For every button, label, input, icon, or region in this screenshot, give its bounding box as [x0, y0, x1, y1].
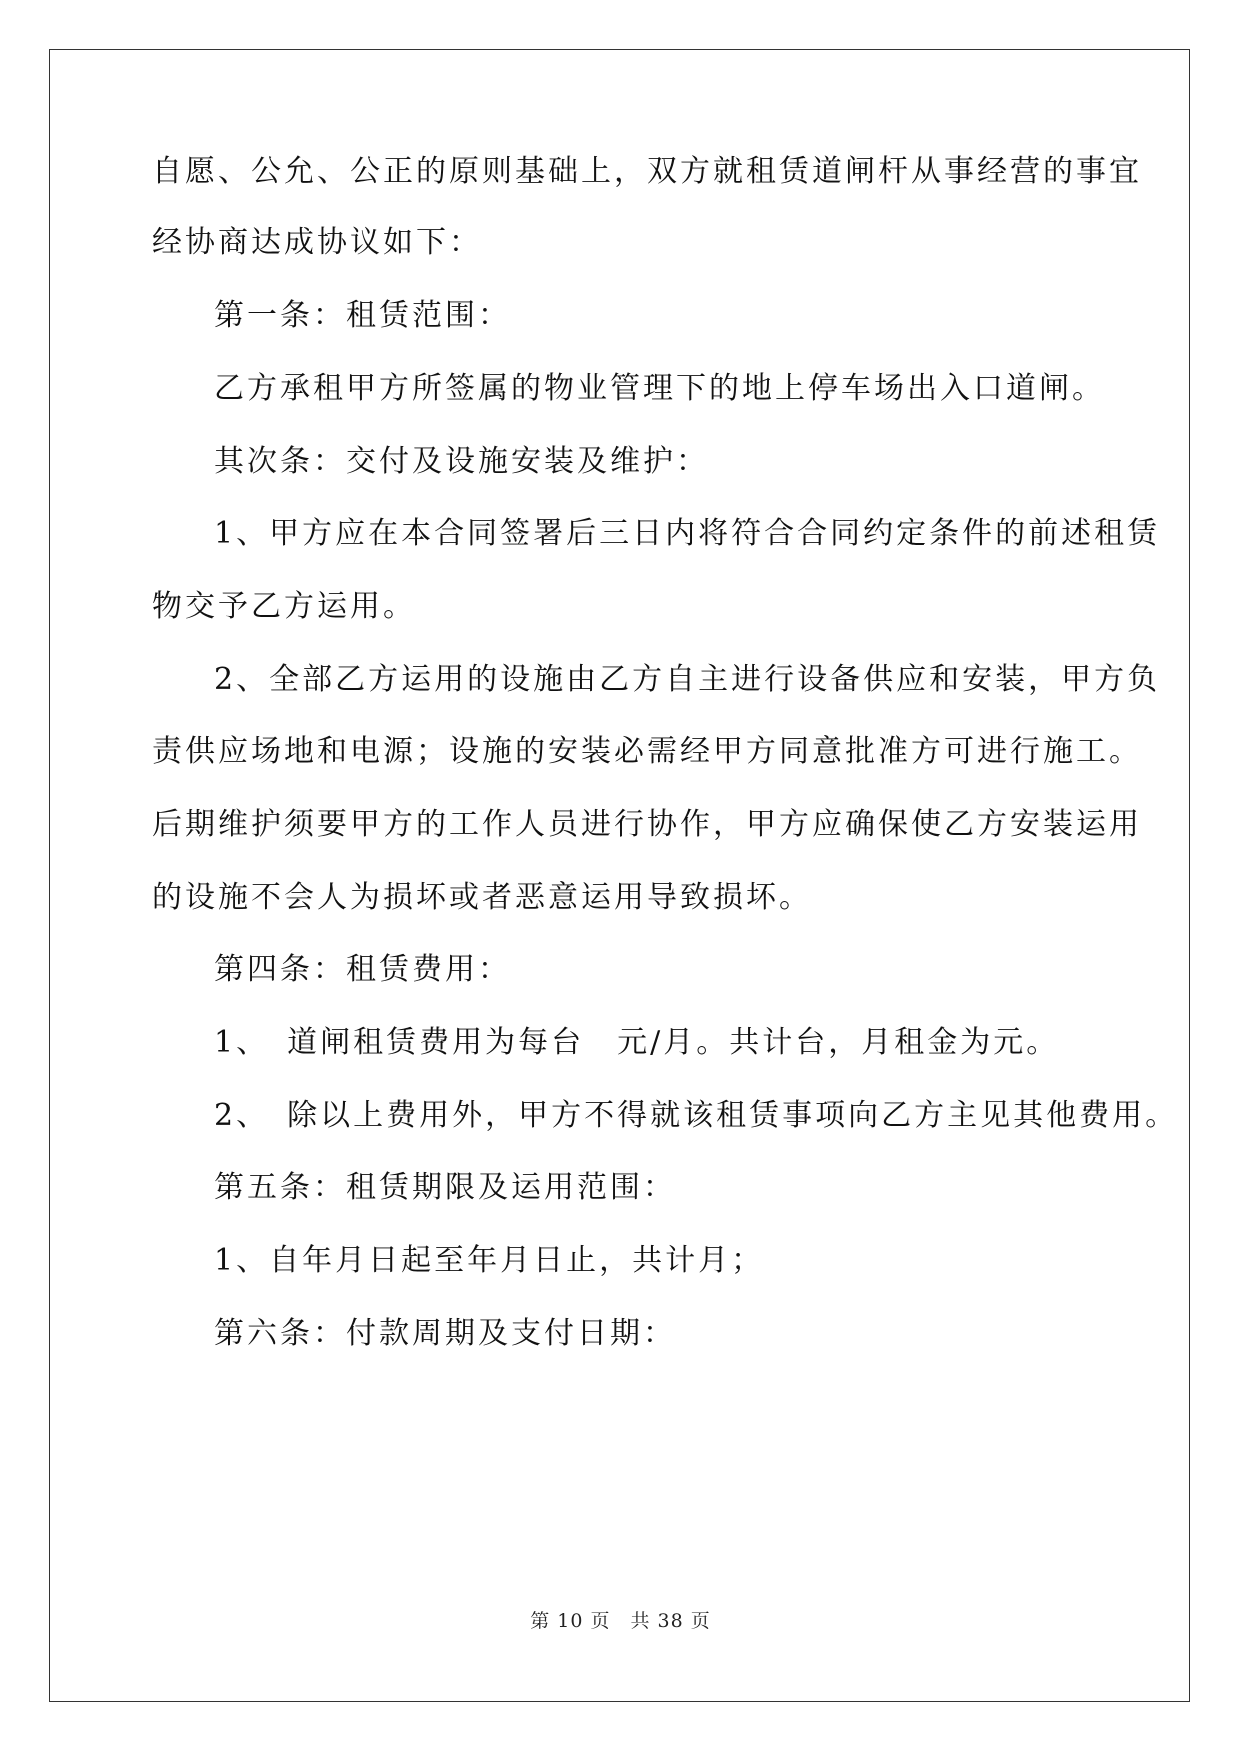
article-heading: 第四条：租赁费用： [214, 952, 511, 987]
text-line: 物交予乙方运用。 [152, 589, 416, 624]
page-number: 第 10 页 共 38 页 [530, 1610, 711, 1632]
text-line: 自愿、公允、公正的原则基础上，双方就租赁道闸杆从事经营的事宜 [152, 154, 1142, 189]
text-line: 乙方承租甲方所签属的物业管理下的地上停车场出入口道闸。 [214, 371, 1105, 406]
text-line: 责供应场地和电源；设施的安装必需经甲方同意批准方可进行施工。 [152, 734, 1142, 769]
text-line: 的设施不会人为损坏或者恶意运用导致损坏。 [152, 880, 812, 915]
text-line: 1、甲方应在本合同签署后三日内将符合合同约定条件的前述租赁 [214, 516, 1161, 551]
text-line: 1、 道闸租赁费用为每台 元/月。共计台，月租金为元。 [214, 1025, 1060, 1060]
text-line: 2、全部乙方运用的设施由乙方自主进行设备供应和安装，甲方负 [214, 662, 1161, 697]
article-heading: 其次条：交付及设施安装及维护： [214, 444, 709, 479]
article-heading: 第六条：付款周期及支付日期： [214, 1316, 676, 1351]
article-heading: 第一条：租赁范围： [214, 298, 511, 333]
text-line: 后期维护须要甲方的工作人员进行协作，甲方应确保使乙方安装运用 [152, 807, 1142, 842]
text-line: 2、 除以上费用外，甲方不得就该租赁事项向乙方主见其他费用。 [214, 1098, 1179, 1133]
text-line: 1、自年月日起至年月日止，共计月； [214, 1243, 765, 1278]
text-line: 经协商达成协议如下： [152, 225, 482, 260]
article-heading: 第五条：租赁期限及运用范围： [214, 1170, 676, 1205]
